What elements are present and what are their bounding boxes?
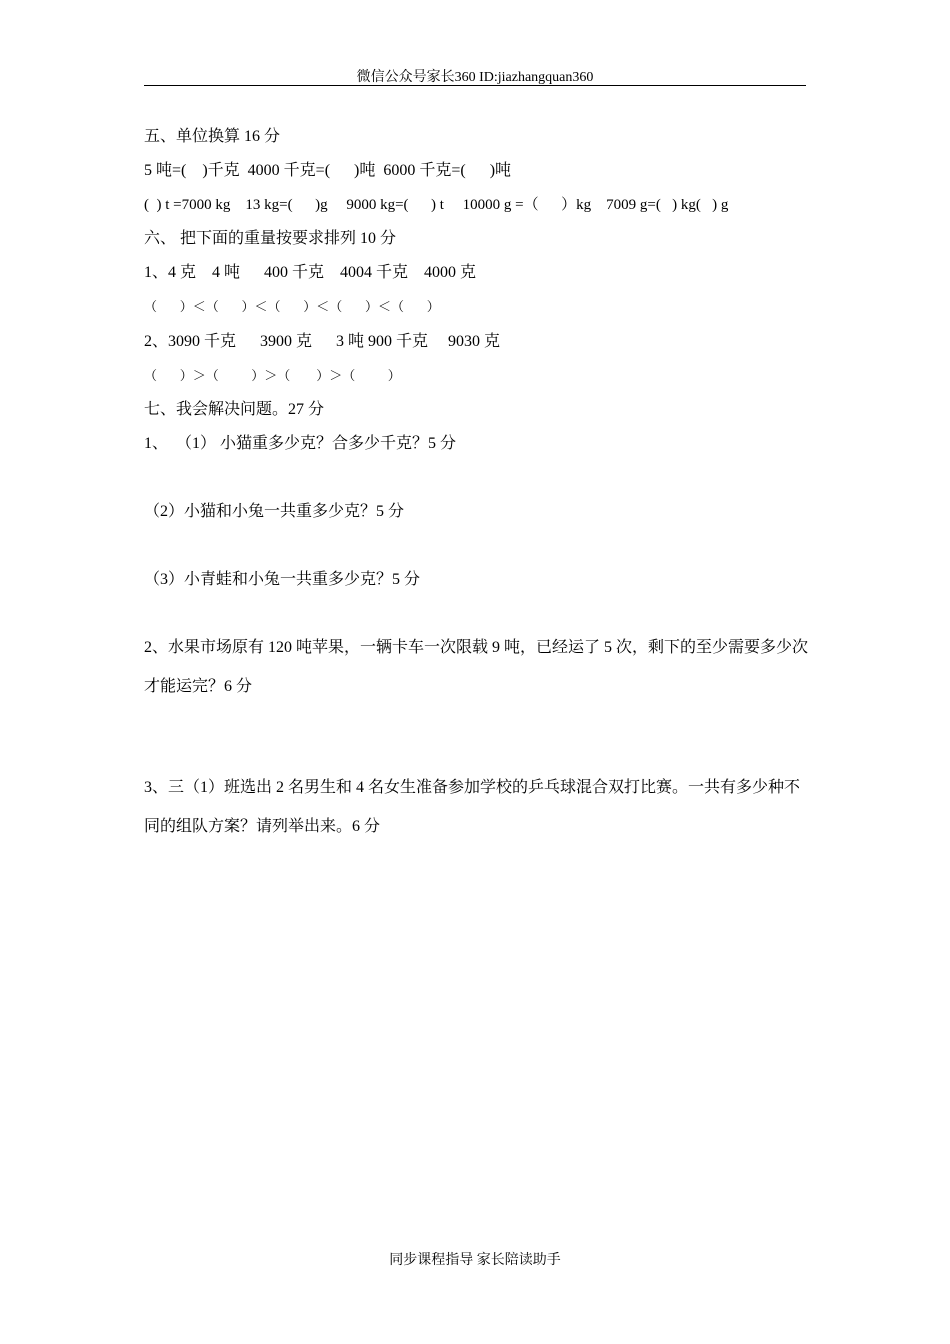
conversion-row-2: ( ) t =7000 kg 13 kg=( )g 9000 kg=( ) t 10000 g =（ ）kg 7009 g=( ) kg( ) g: [144, 197, 729, 213]
section-seven-title: 七、我会解决问题。27 分: [144, 401, 325, 418]
page-footer: 同步课程指导 家长陪读助手: [389, 1253, 561, 1268]
problem-1-part-2: （2）小猫和小兔一共重多少克？5 分: [144, 503, 405, 520]
sort-question-1: 1、4 克 4 吨 400 千克 4004 千克 4000 克: [144, 264, 477, 281]
problem-3-line-2: 同的组队方案？请列举出来。6 分: [144, 818, 381, 835]
problem-3-line-1: 3、三（1）班选出 2 名男生和 4 名女生准备参加学校的乒乓球混合双打比赛。一共有多少种不: [144, 779, 801, 796]
problem-1-part-3: （3）小青蛙和小兔一共重多少克？5 分: [144, 571, 421, 588]
section-six-title: 六、 把下面的重量按要求排列 10 分: [144, 230, 397, 247]
problem-2-line-1: 2、水果市场原有 120 吨苹果，一辆卡车一次限载 9 吨，已经运了 5 次，剩下的至少需要多少次: [144, 639, 809, 656]
page-header: 微信公众号家长360 ID:jiazhangquan360: [356, 70, 594, 85]
sort-question-2: 2、3090 千克 3900 克 3 吨 900 千克 9030 克: [144, 333, 501, 350]
conversion-row-1: 5 吨=( )千克 4000 千克=( )吨 6000 千克=( )吨: [144, 162, 512, 179]
sort-answer-1: （ ）＜（ ）＜（ ）＜（ ）＜（ ）: [144, 299, 440, 314]
sort-answer-2: （ ）＞（ ）＞（ ）＞（ ）: [144, 368, 401, 383]
section-five-title: 五、单位换算 16 分: [144, 128, 281, 145]
problem-2-line-2: 才能运完？6 分: [144, 678, 253, 695]
header-rule: [144, 85, 806, 86]
problem-1-part-1: 1、 （1） 小猫重多少克？合多少千克？5 分: [144, 435, 457, 452]
